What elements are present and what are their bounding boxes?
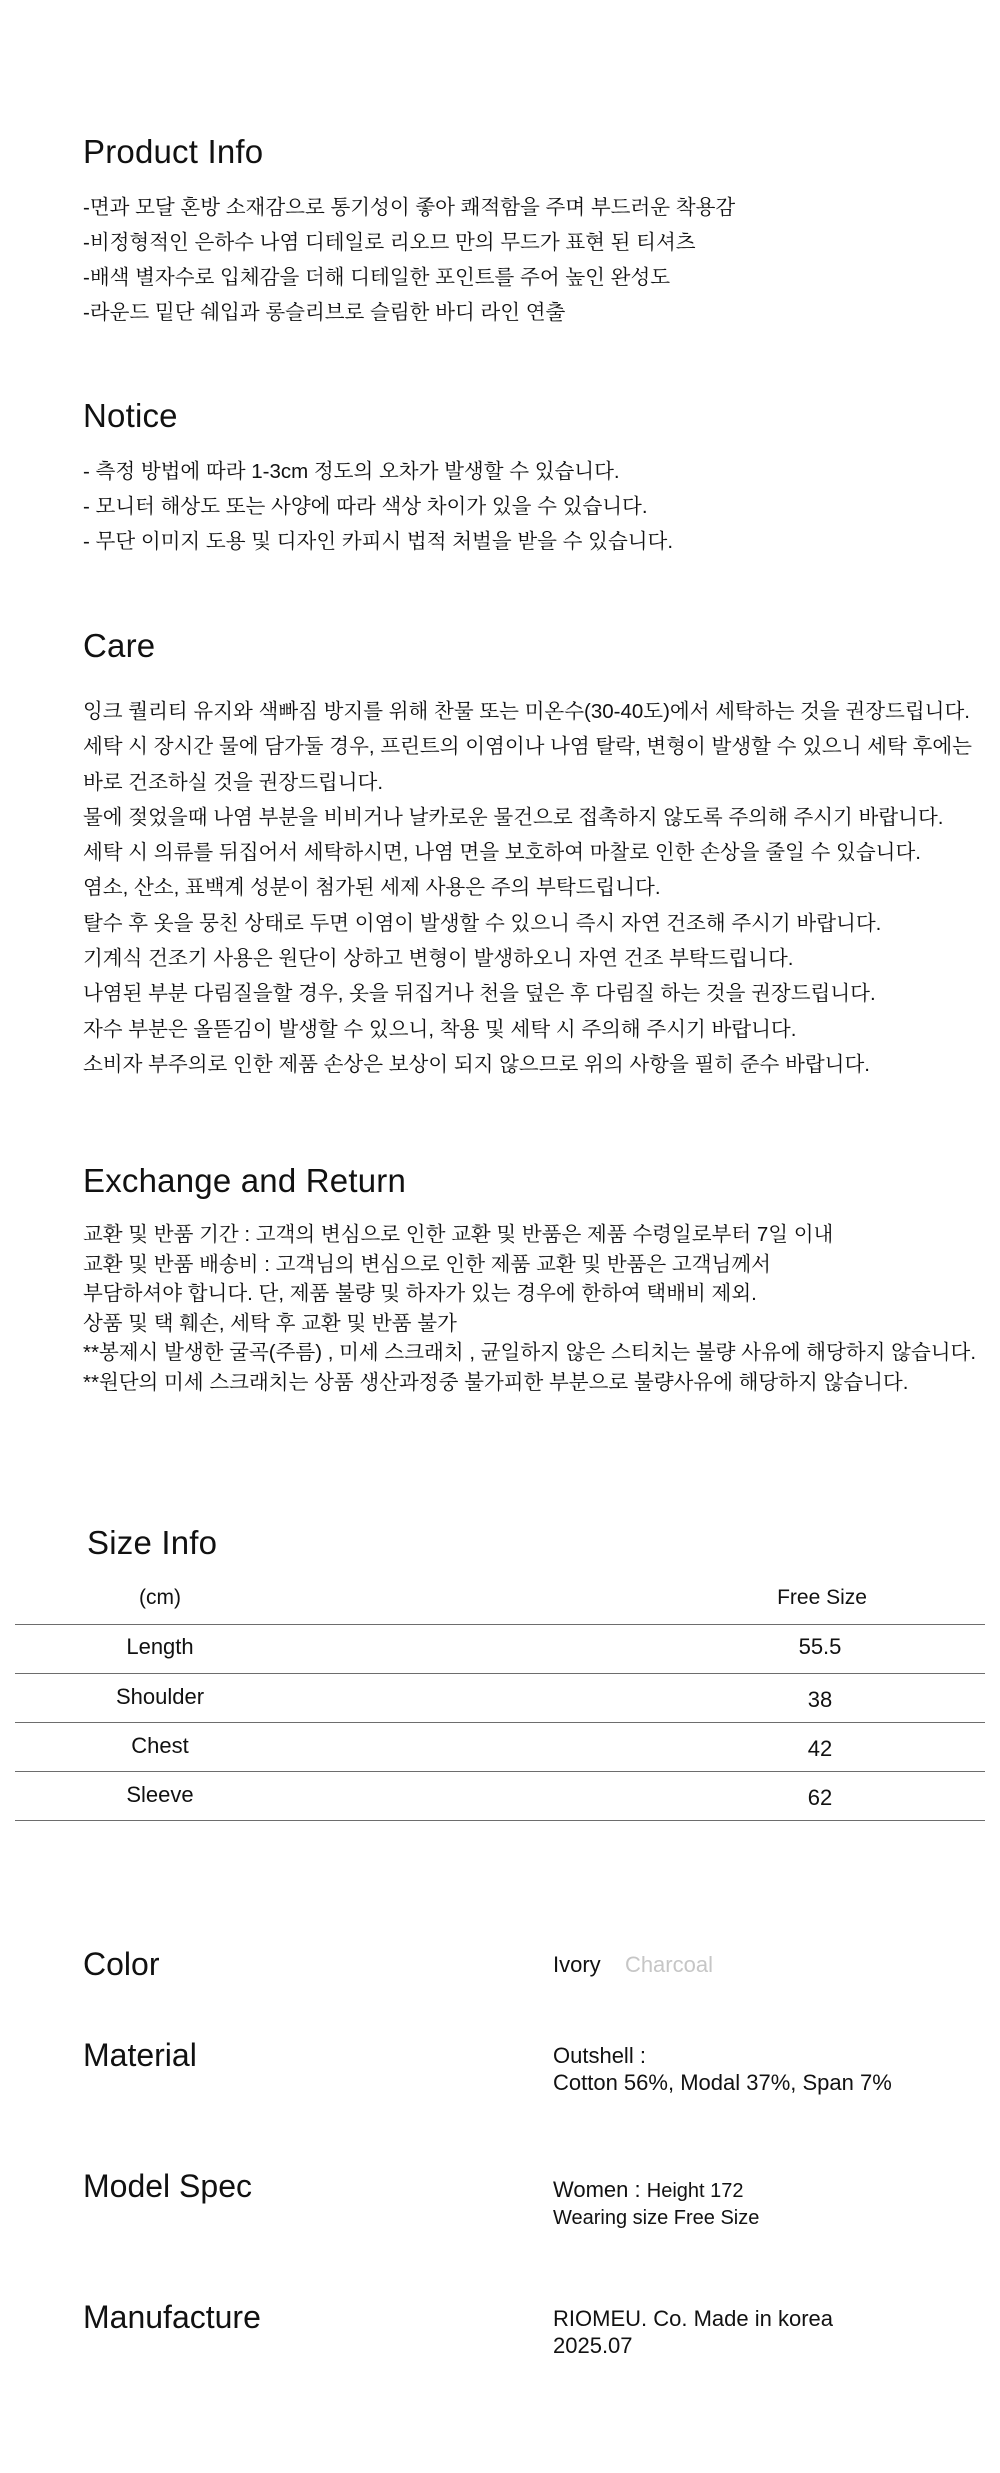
size-table-divider xyxy=(15,1771,985,1772)
notice-title: Notice xyxy=(83,397,178,434)
size-row-value: 55.5 xyxy=(798,1634,842,1659)
exchange-line: **봉제시 발생한 굴곡(주름) , 미세 스크래치 , 균일하지 않은 스티치는 불량 사유에 해당하지 않습니다. xyxy=(83,1341,977,1364)
size-info-title: Size Info xyxy=(87,1524,218,1561)
size-row-value: 38 xyxy=(807,1687,833,1712)
care-line: 염소, 산소, 표백계 성분이 첨가된 세제 사용은 주의 부탁드립니다. xyxy=(83,876,661,900)
product-info-line: -배색 별자수로 입체감을 더해 디테일한 포인트를 주어 높인 완성도 xyxy=(83,266,671,289)
material-line: Outshell : xyxy=(553,2043,646,2068)
manufacture-label: Manufacture xyxy=(83,2299,261,2335)
care-title: Care xyxy=(83,627,156,664)
model-spec-label: Model Spec xyxy=(83,2168,252,2204)
exchange-line: **원단의 미세 스크래치는 상품 생산과정중 불가피한 부분으로 불량사유에 해당하지 않습니다. xyxy=(83,1370,909,1394)
color-options xyxy=(553,1951,713,1978)
exchange-line: 상품 및 택 훼손, 세탁 후 교환 및 반품 불가 xyxy=(83,1311,457,1335)
product-info-title: Product Info xyxy=(83,133,264,170)
manufacturer-line: RIOMEU. Co. Made in korea xyxy=(553,2306,833,2331)
care-line: 물에 젖었을때 나염 부분을 비비거나 날카로운 물건으로 접촉하지 않도록 주의해 주시기 바랍니다. xyxy=(83,805,944,829)
exchange-list xyxy=(83,1220,976,1397)
color-option-charcoal[interactable]: Charcoal xyxy=(624,1952,713,1977)
care-line: 세탁 시 의류를 뒤집어서 세탁하시면, 나염 면을 보호하여 마찰로 인한 손상을 줄일 수 있습니다. xyxy=(83,841,921,865)
model-wearing-size: Wearing size Free Size xyxy=(553,2207,760,2229)
manufacture-value xyxy=(553,2305,833,2359)
size-row-label: Chest xyxy=(131,1733,189,1758)
product-info-line: -라운드 밑단 쉐입과 롱슬리브로 슬림한 바디 라인 연출 xyxy=(83,301,566,324)
model-height: Height 172 xyxy=(646,2180,744,2202)
model-spec-value xyxy=(553,2176,759,2232)
manufacture-date: 2025.07 xyxy=(553,2333,633,2358)
notice-line: - 무단 이미지 도용 및 디자인 카피시 법적 처벌을 받을 수 있습니다. xyxy=(83,530,674,553)
exchange-line: 교환 및 반품 기간 : 고객의 변심으로 인한 교환 및 반품은 제품 수령일로부터 7일 이내 xyxy=(83,1223,834,1246)
size-row-label: Sleeve xyxy=(126,1782,194,1807)
care-line: 나염된 부분 다림질을할 경우, 옷을 뒤집거나 천을 덮은 후 다림질 하는 것을 권장드립니다. xyxy=(83,982,876,1006)
model-spec-line xyxy=(553,2176,759,2205)
care-line: 탈수 후 옷을 뭉친 상태로 두면 이염이 발생할 수 있으니 즉시 자연 건조해 주시기 바랍니다. xyxy=(83,911,882,935)
size-table-divider xyxy=(15,1820,985,1821)
color-option-ivory[interactable]: Ivory xyxy=(553,1952,601,1977)
size-table-divider xyxy=(15,1673,985,1674)
material-label: Material xyxy=(83,2037,197,2073)
size-row-label: Length xyxy=(126,1634,194,1659)
size-table-divider xyxy=(15,1624,985,1625)
care-line: 바로 건조하실 것을 권장드립니다. xyxy=(83,770,384,794)
product-info-line: -비정형적인 은하수 나염 디테일로 리오므 만의 무드가 표현 된 티셔츠 xyxy=(83,231,696,254)
material-value xyxy=(553,2042,892,2096)
size-unit-header: (cm) xyxy=(139,1586,181,1609)
size-row-value: 42 xyxy=(807,1736,833,1761)
care-line: 기계식 건조기 사용은 원단이 상하고 변형이 발생하오니 자연 건조 부탁드립니다. xyxy=(83,947,794,971)
size-column-header: Free Size xyxy=(777,1586,867,1609)
product-info-line: -면과 모달 혼방 소재감으로 통기성이 좋아 쾌적함을 주며 부드러운 착용감 xyxy=(83,196,736,219)
model-gender: Women : xyxy=(553,2177,647,2202)
color-label: Color xyxy=(83,1946,160,1982)
exchange-title: Exchange and Return xyxy=(83,1162,407,1199)
exchange-line: 교환 및 반품 배송비 : 고객님의 변심으로 인한 제품 교환 및 반품은 고객님께서 xyxy=(83,1252,771,1276)
exchange-line: 부담하셔야 합니다. 단, 제품 불량 및 하자가 있는 경우에 한하여 택배비 제외. xyxy=(83,1282,757,1305)
size-row-value: 62 xyxy=(807,1785,833,1810)
notice-line: - 모니터 해상도 또는 사양에 따라 색상 차이가 있을 수 있습니다. xyxy=(83,495,648,518)
material-line: Cotton 56%, Modal 37%, Span 7% xyxy=(553,2070,892,2095)
product-info-list xyxy=(83,190,735,330)
notice-list xyxy=(83,454,673,559)
care-line: 잉크 퀄리티 유지와 색빠짐 방지를 위해 찬물 또는 미온수(30-40도)에서 세탁하는 것을 권장드립니다. xyxy=(83,700,970,723)
size-row-label: Shoulder xyxy=(115,1684,205,1709)
care-line: 세탁 시 장시간 물에 담가둘 경우, 프린트의 이염이나 나염 탈락, 변형이 발생할 수 있으니 세탁 후에는 xyxy=(83,735,972,759)
care-line: 소비자 부주의로 인한 제품 손상은 보상이 되지 않으므로 위의 사항을 필히 준수 바랍니다. xyxy=(83,1052,870,1076)
care-line: 자수 부분은 올뜯김이 발생할 수 있으니, 착용 및 세탁 시 주의해 주시기 바랍니다. xyxy=(83,1017,797,1041)
care-list xyxy=(83,694,972,1082)
size-table-divider xyxy=(15,1722,985,1723)
notice-line: - 측정 방법에 따라 1-3cm 정도의 오차가 발생할 수 있습니다. xyxy=(83,460,620,483)
